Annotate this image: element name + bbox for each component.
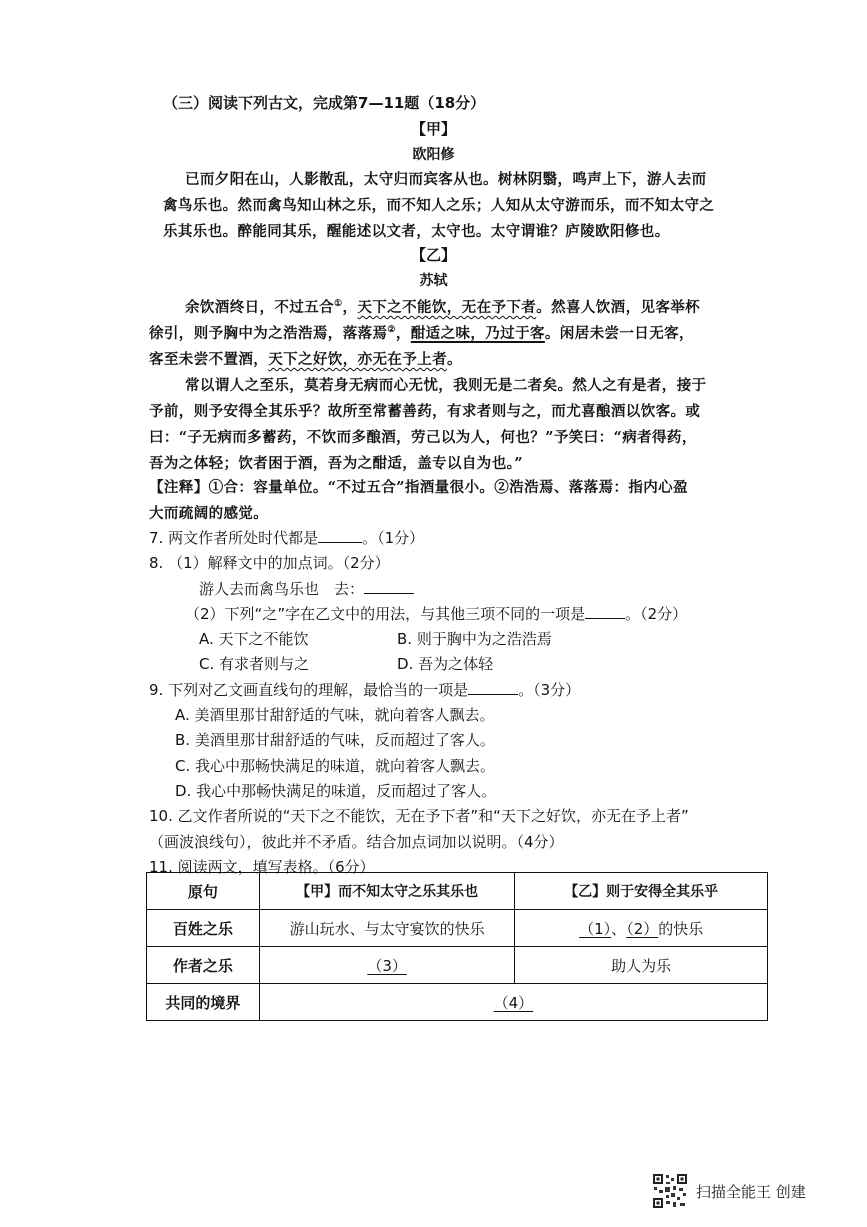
cell-author-joy-a[interactable] (259, 947, 515, 984)
answer-slot-2[interactable]: （2） (626, 919, 659, 938)
text-b-p2-line-1: 常以谓人之至乐，莫若身无病而心无忧，我则无是二者矣。然人之有是者，接于 (185, 377, 707, 394)
question-10-line-2: （画波浪线句），彼此并不矛盾。结合加点词加以说明。（4分） (149, 833, 564, 851)
q9-option-d: D. 我心中那畅快满足的味道，反而超过了客人。 (175, 782, 497, 800)
q9-option-c: C. 我心中那畅快满足的味道，就向着客人飘去。 (175, 757, 496, 775)
row-label-common-realm: 共同的境界 (147, 984, 260, 1021)
wavy-sentence-1: 天下之不能饮，无在予下者 (357, 299, 537, 316)
answer-blank-8-2[interactable] (585, 616, 625, 619)
answer-slot-3[interactable]: （3） (367, 956, 407, 975)
question-9: 9. 下列对乙文画直线句的理解，最恰当的一项是 。（3分） (149, 681, 581, 699)
answer-blank-7[interactable] (318, 540, 362, 543)
table-row (147, 984, 768, 1021)
q9-option-a: A. 美酒里那甘甜舒适的气味，就向着客人飘去。 (175, 706, 495, 724)
question-8-sub2: （2）下列“之”字在乙文中的用法，与其他三项不同的一项是 。（2分） (185, 605, 688, 623)
text-b-line-3: 客至未尝不置酒，天下之好饮，亦无在予上者。 (149, 351, 462, 368)
answer-table (146, 872, 768, 1021)
section-title: （三）阅读下列古文，完成第7—11题（18分） (163, 94, 486, 112)
q8-option-c: C. 有求者则与之 (199, 655, 310, 673)
answer-slot-4[interactable]: （4） (493, 993, 534, 1012)
q8-option-d: D. 吾为之体轻 (397, 655, 494, 673)
notes-line-2: 大而疏阔的感觉。 (149, 505, 269, 522)
cell-common-realm[interactable] (259, 984, 767, 1021)
wavy-sentence-2: 天下之好饮，亦无在予上者 (268, 351, 448, 368)
text-b-author: 苏轼 (419, 273, 448, 289)
text-a-label: 【甲】 (410, 120, 456, 138)
text-a-line-1: 已而夕阳在山，人影散乱，太守归而宾客从也。树林阴翳，鸣声上下，游人去而 (185, 171, 707, 188)
question-7: 7. 两文作者所处时代都是 。（1分） (149, 529, 425, 547)
table-header-a: 【甲】而不知太守之乐其乐也 (259, 873, 515, 910)
row-label-author-joy: 作者之乐 (147, 947, 260, 984)
q9-option-b: B. 美酒里那甘甜舒适的气味，反而超过了客人。 (175, 731, 495, 749)
question-11-stem: 11. 阅读两文，填写表格。（6分） (149, 858, 375, 876)
footnote-ref-1: ① (334, 299, 343, 310)
straight-underlined-sentence: 酣适之味，乃过于客 (410, 325, 545, 342)
q8-option-b: B. 则于胸中为之浩浩焉 (397, 630, 552, 648)
text-b-p2-line-2: 予前，则予安得全其乐乎？故所至常蓄善药，有求者则与之，而尤喜酿酒以饮客。或 (149, 403, 701, 420)
cell-people-joy-b[interactable]: （1）、（2）的快乐 (515, 910, 768, 947)
cell-people-joy-a: 游山玩水、与太守宴饮的快乐 (259, 910, 515, 947)
footnote-ref-2: ② (387, 325, 396, 336)
text-a-author: 欧阳修 (412, 147, 455, 163)
row-label-people-joy: 百姓之乐 (147, 910, 260, 947)
answer-blank-9[interactable] (468, 692, 518, 695)
text-b-p2-line-4: 吾为之体轻；饮者困于酒，吾为之酣适，盖专以自为也。” (149, 455, 523, 472)
qr-code-icon (652, 1173, 688, 1209)
notes-line-1: 【注释】①合：容量单位。“不过五合”指酒量很小。②浩浩焉、落落焉：指内心盈 (149, 479, 688, 496)
question-10-line-1: 10. 乙文作者所说的“天下之不能饮，无在予下者”和“天下之好饮，亦无在予上者” (149, 807, 689, 825)
table-row (147, 873, 768, 910)
question-8-sub1: 游人去而禽鸟乐也 去： (199, 578, 414, 599)
table-row (147, 947, 768, 984)
text-b-line-2: 徐引，则予胸中为之浩浩焉，落落焉②，酣适之味，乃过于客。闲居未尝一日无客， (149, 325, 694, 342)
text-b-line-1: 余饮酒终日，不过五合①，天下之不能饮，无在予下者。然喜人饮酒，见客举杯 (185, 299, 701, 316)
text-b-p2-line-3: 曰：“子无病而多蓄药，不饮而多酿酒，劳己以为人，何也？”予笑曰：“病者得药， (149, 429, 697, 446)
q8-option-a: A. 天下之不能饮 (199, 630, 309, 648)
answer-slot-1[interactable]: （1） (579, 919, 612, 938)
answer-blank-8-1[interactable] (364, 591, 414, 594)
table-row (147, 910, 768, 947)
cell-author-joy-b: 助人为乐 (515, 947, 768, 984)
text-b-label: 【乙】 (410, 246, 456, 264)
text-a-line-3: 乐其乐也。醉能同其乐，醒能述以文者，太守也。太守谓谁？庐陵欧阳修也。 (163, 223, 670, 240)
text-a-line-2: 禽鸟乐也。然而禽鸟知山林之乐，而不知人之乐；人知从太守游而乐，而不知太守之 (163, 197, 715, 214)
question-8-stem: 8. （1）解释文中的加点词。（2分） (149, 554, 390, 572)
table-header-original: 原句 (147, 873, 260, 910)
scanner-watermark: 扫描全能王 创建 (696, 1183, 806, 1201)
table-header-b: 【乙】则于安得全其乐乎 (515, 873, 768, 910)
